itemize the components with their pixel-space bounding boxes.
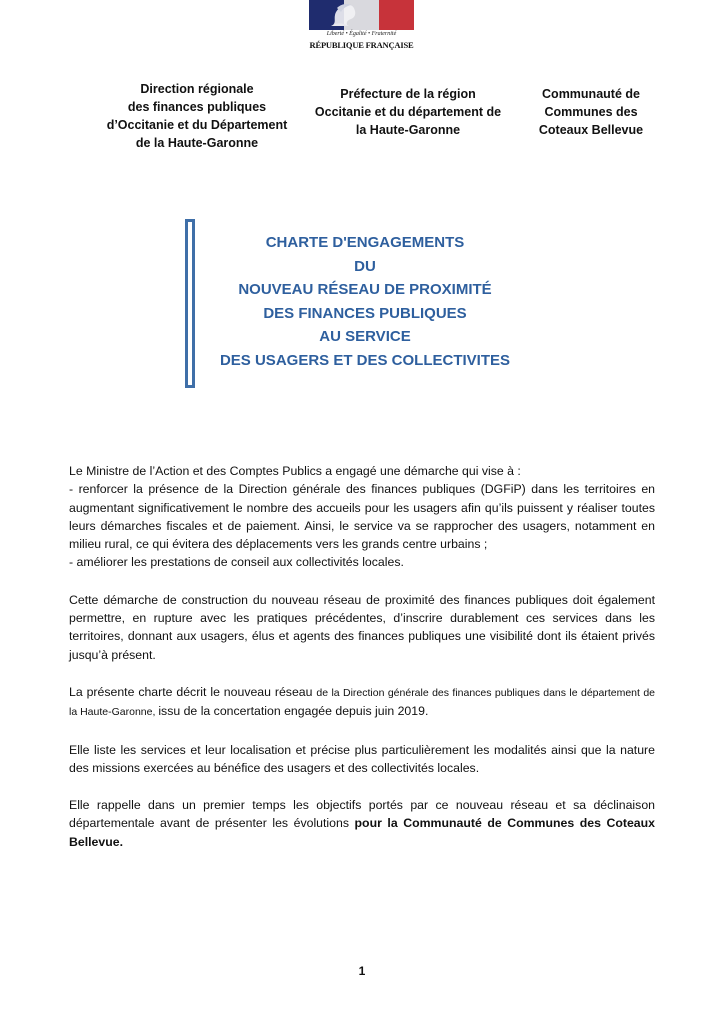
objectifs-text: Elle rappelle dans un premier temps les objectifs portés par ce nouveau réseau et sa déclinaison départementale avant de présenter les évolutions	[69, 798, 655, 831]
marianne-profile-icon	[327, 2, 367, 28]
title-line: DES FINANCES PUBLIQUES	[263, 304, 467, 322]
title-bracket-decoration	[185, 219, 195, 388]
page-number: 1	[358, 964, 366, 978]
title-line: AU SERVICE	[319, 328, 411, 345]
charte-text-a: La présente charte décrit le nouveau réseau	[69, 684, 317, 699]
paragraph-charte	[69, 683, 655, 722]
objectifs-communaute: pour la Communauté de Communes des Coteaux Bellevue.	[69, 816, 655, 849]
header-communaute: Communauté de Communes des Coteaux Bellevue	[538, 87, 644, 137]
paragraph-objectifs	[69, 796, 655, 851]
title-line: NOUVEAU RÉSEAU DE PROXIMITÉ	[238, 281, 492, 298]
document-title	[200, 231, 530, 372]
header-drfip: Direction régionale des finances publiques d’Occitanie et du Département de la Haute-Garonne	[106, 82, 288, 150]
paragraph-services: Elle liste les services et leur localisation et précise plus particulièrement les modalités ainsi que la nature des missions exercées au bénéfice des usagers et des collectivités locales.	[69, 742, 655, 775]
republique-francaise-label: RÉPUBLIQUE FRANÇAISE	[309, 40, 414, 50]
republique-francaise-logo	[309, 0, 414, 54]
list-item-conseil: - améliorer les prestations de conseil aux collectivités locales.	[69, 555, 404, 570]
paragraph-construction: Cette démarche de construction du nouveau réseau de proximité des finances publiques doit également permettre, en rupture avec les pratiques précédentes, d’inscrire durablement ces services dans les territoires, donnant aux usagers, élus et agents des finances publiques une visibilité dont ils étaient privés jusqu’à présent.	[69, 592, 655, 662]
paragraph-intro	[69, 462, 655, 572]
republic-motto: Liberté • Égalité • Fraternité	[326, 31, 397, 37]
intro-sentence: Le Ministre de l’Action et des Comptes Publics a engagé une démarche qui vise à :	[69, 464, 521, 478]
list-item-dgfip-presence: - renforcer la présence de la Direction générale des finances publiques (DGFiP) dans les territoires en augmentant significativement le nombre des accueils pour les usagers afin qu’ils puissent y réaliser toutes leurs démarches fiscales et de paiement. Ainsi, le service va se rapprocher des usagers, notamment en milieu rural, ce qui évitera des déplacements vers les grands centre urbains ;	[69, 482, 655, 552]
title-line: CHARTE D'ENGAGEMENTS	[265, 234, 465, 251]
document-body	[69, 462, 655, 870]
title-line: DU	[354, 257, 376, 275]
header-prefecture: Préfecture de la région Occitanie et du département de la Haute-Garonne	[314, 87, 502, 137]
title-line: DES USAGERS ET DES COLLECTIVITES	[219, 351, 511, 369]
charte-text-c: issu de la concertation engagée depuis juin 2019.	[158, 704, 429, 719]
charte-text-b: de la Direction générale des finances publiques dans le département de la Haute-Garonne,	[69, 686, 656, 719]
